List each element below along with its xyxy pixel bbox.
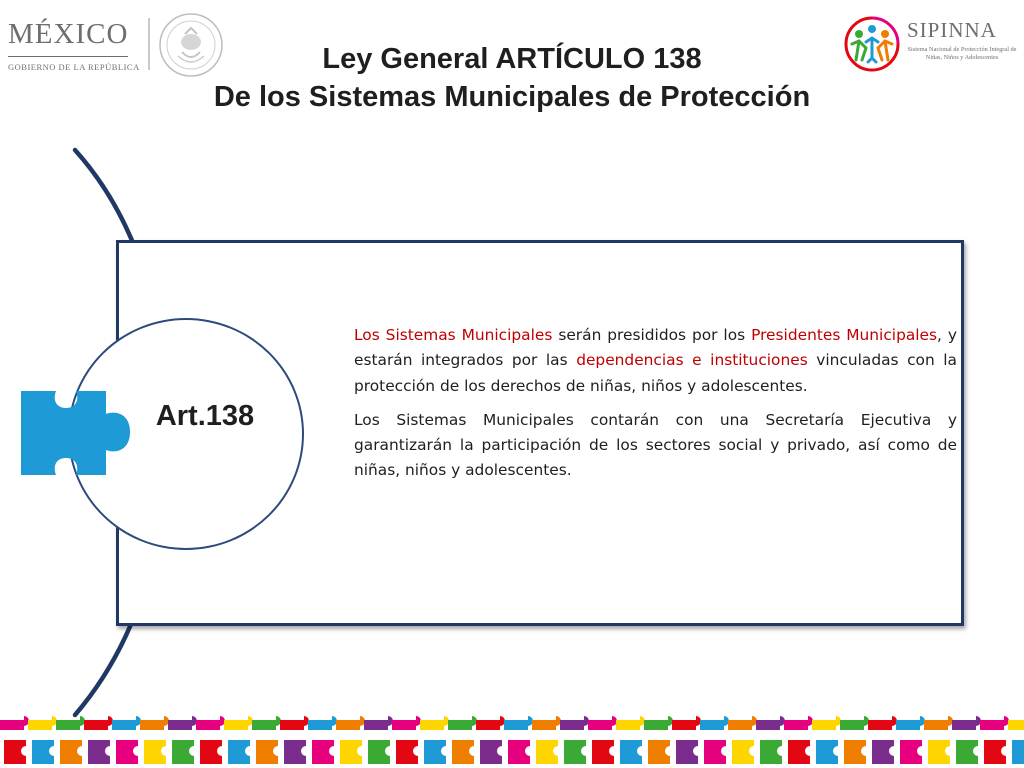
article-text [354,323,957,493]
article-label: Art.138 [155,400,255,432]
title-line-2: De los Sistemas Municipales de Protección [213,81,811,113]
article-paragraph-2: Los Sistemas Municipales contarán con una Secretaría Ejecutiva y garantizarán la participación de los sectores social y privado, así como de niñas, niños y adolescentes. [354,410,957,480]
highlight-sistemas-municipales: Los Sistemas Municipales [354,326,553,344]
highlight-presidentes-municipales: Presidentes Municipales [751,326,938,344]
sipinna-logo-word: SIPINNA [907,18,997,42]
paragraph-1-text: serán presididos por los [552,326,752,344]
sipinna-logo-subtitle: Sistema Nacional de Protección Integral de Niñas, Niños y Adolescentes [907,46,1017,61]
paragraph-1-text: vinculadas con la protección de los derechos de niñas, niños y adolescentes. [354,351,957,395]
highlight-dependencias-instituciones: dependencias e instituciones [576,351,808,370]
mexico-logo-subtitle: GOBIERNO DE LA REPÚBLICA [8,62,140,72]
mexico-logo-word: MÉXICO [8,18,129,50]
article-paragraph-1 [354,323,957,399]
puzzle-strip-icon [0,712,1024,768]
title-line-1: Ley General ARTÍCULO 138 [322,43,702,75]
paragraph-1-text: , y estarán integrados por las [354,326,957,370]
puzzle-piece-icon [18,388,134,478]
